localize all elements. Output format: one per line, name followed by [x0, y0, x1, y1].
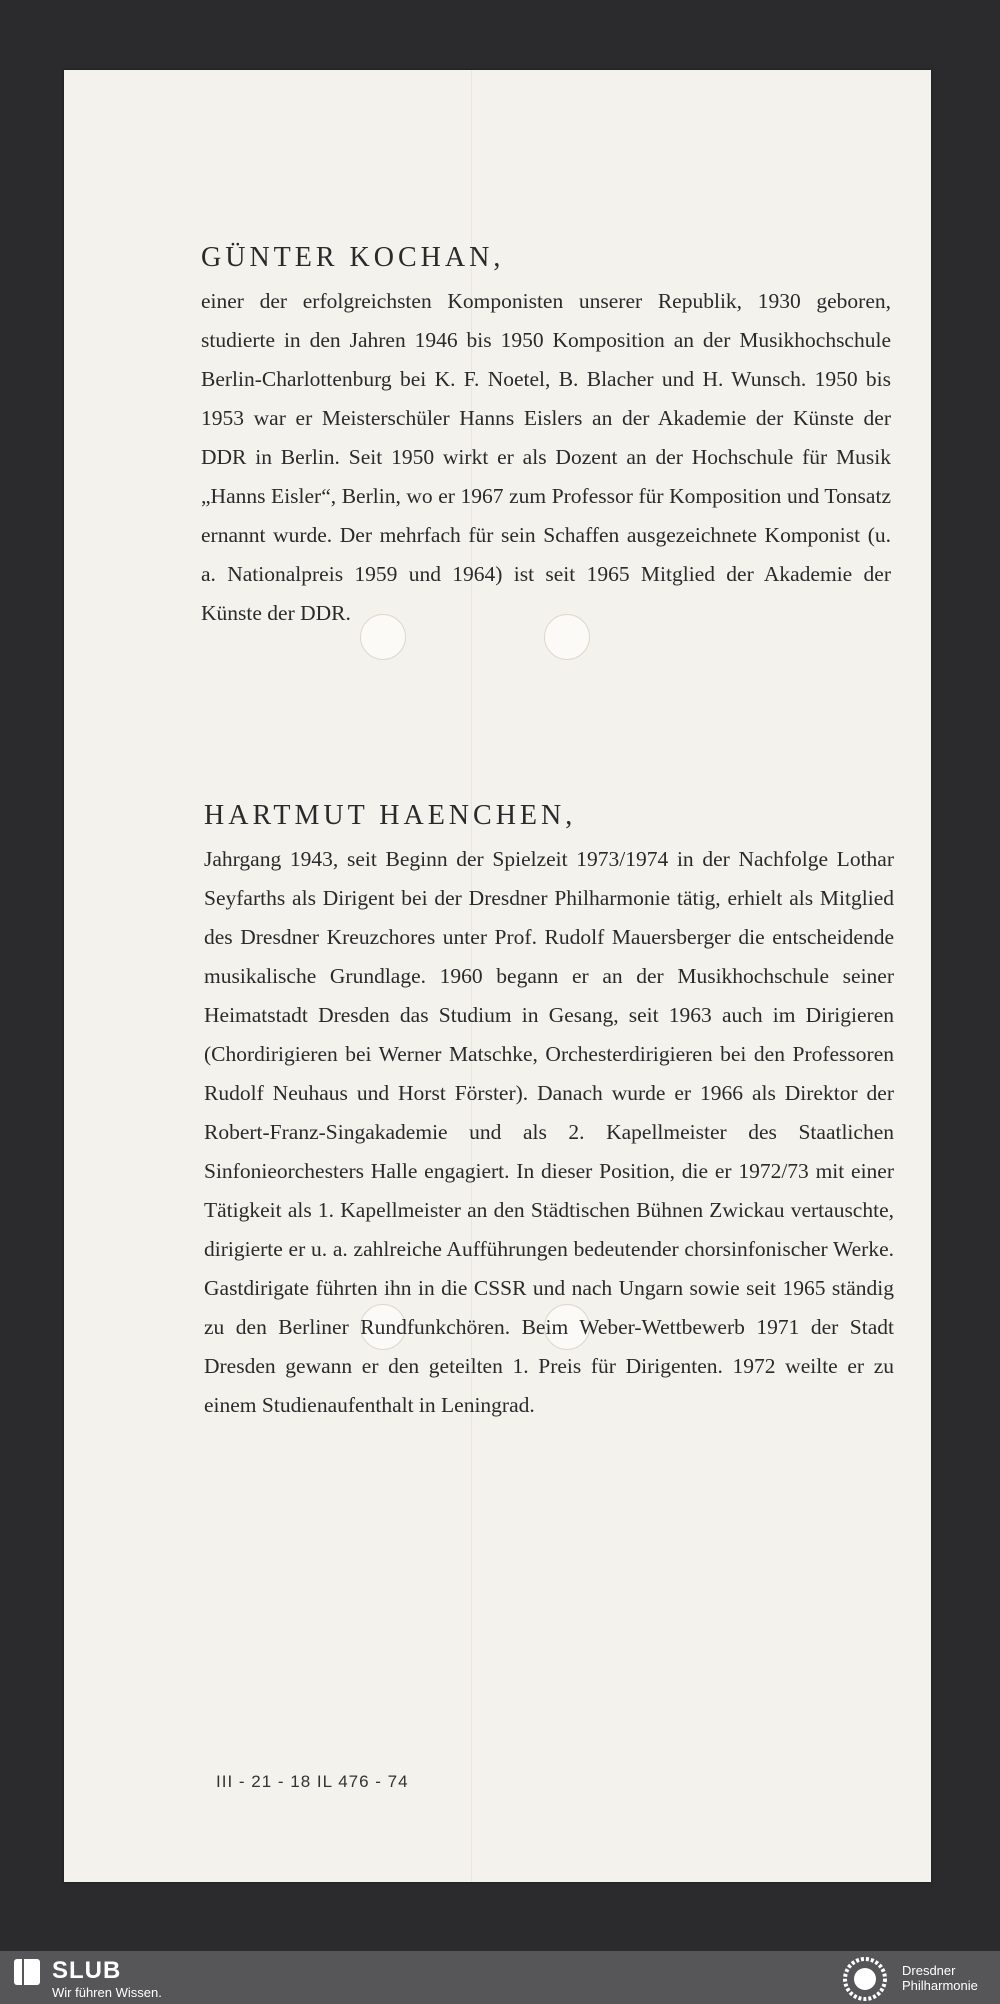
section-heading: GÜNTER KOCHAN,	[201, 242, 505, 273]
partner-name-line2: Philharmonie	[902, 1978, 978, 1993]
slub-logo-icon	[14, 1959, 40, 1985]
partner-name-line1: Dresdner	[902, 1963, 956, 1978]
section-text: einer der erfolgreichsten Komponisten unserer Republik, 1930 geboren, studierte in den Jahren 1946 bis 1950 Komposition an der Musikhochschule Berlin-Charlottenburg bei K. F. Noetel, B. Blacher und H. Wunsch. 1950 bis 1953 war er Meisterschüler Hanns Eislers an der Akademie der Künste der DDR in Berlin. Seit 1950 wirkt er als Dozent an der Hochschule für Musik „Hanns Eisler“, Berlin, wo er 1967 zum Professor für Komposition und Tonsatz ernannt wurde. Der mehrfach für sein Schaffen ausgezeichnete Komponist (u. a. Nationalpreis 1959 und 1964) ist seit 1965 Mitglied der Akademie der Künste der DDR.	[201, 289, 891, 625]
partner-name[interactable]	[902, 1963, 978, 1993]
philharmonie-logo-icon	[842, 1956, 888, 2002]
biography-section-haenchen	[204, 800, 894, 1425]
section-text: Jahrgang 1943, seit Beginn der Spielzeit 1973/1974 in der Nachfolge Lothar Seyfarths als Dirigent bei der Dresdner Philharmonie tätig, erhielt als Mitglied des Dresdner Kreuzchores unter Prof. Rudolf Mauersberger die entscheidende musikalische Grundlage. 1960 begann er an der Musikhochschule seiner Heimatstadt Dresden das Studium in Gesang, seit 1963 auch im Dirigieren (Chordirigieren bei Werner Matschke, Orchesterdirigieren bei den Professoren Rudolf Neuhaus und Horst Förster). Danach wurde er 1966 als Direktor der Robert-Franz-Singakademie und als 2. Kapellmeister des Staatlichen Sinfonieorchesters Halle engagiert. In dieser Position, die er 1972/73 mit einer Tätigkeit als 1. Kapellmeister an den Städtischen Bühnen Zwickau vertauschte, dirigierte er u. a. zahlreiche Aufführungen bedeutender chorsinfonischer Werke. Gastdirigate führten ihn in die CSSR und nach Ungarn sowie seit 1965 ständig zu den Berliner Rundfunkchören. Beim Weber-Wettbewerb 1971 der Stadt Dresden gewann er den geteilten 1. Preis für Dirigenten. 1972 weilte er zu einem Studienaufenthalt in Leningrad.	[204, 847, 894, 1417]
section-heading: HARTMUT HAENCHEN,	[204, 800, 577, 831]
document-page	[64, 70, 931, 1882]
library-name[interactable]: SLUB	[52, 1957, 122, 1984]
library-tagline: Wir führen Wissen.	[52, 1985, 162, 2000]
footer-bar	[0, 1951, 1000, 2004]
biography-section-kochan	[201, 242, 891, 633]
print-code: III - 21 - 18 IL 476 - 74	[216, 1772, 409, 1791]
